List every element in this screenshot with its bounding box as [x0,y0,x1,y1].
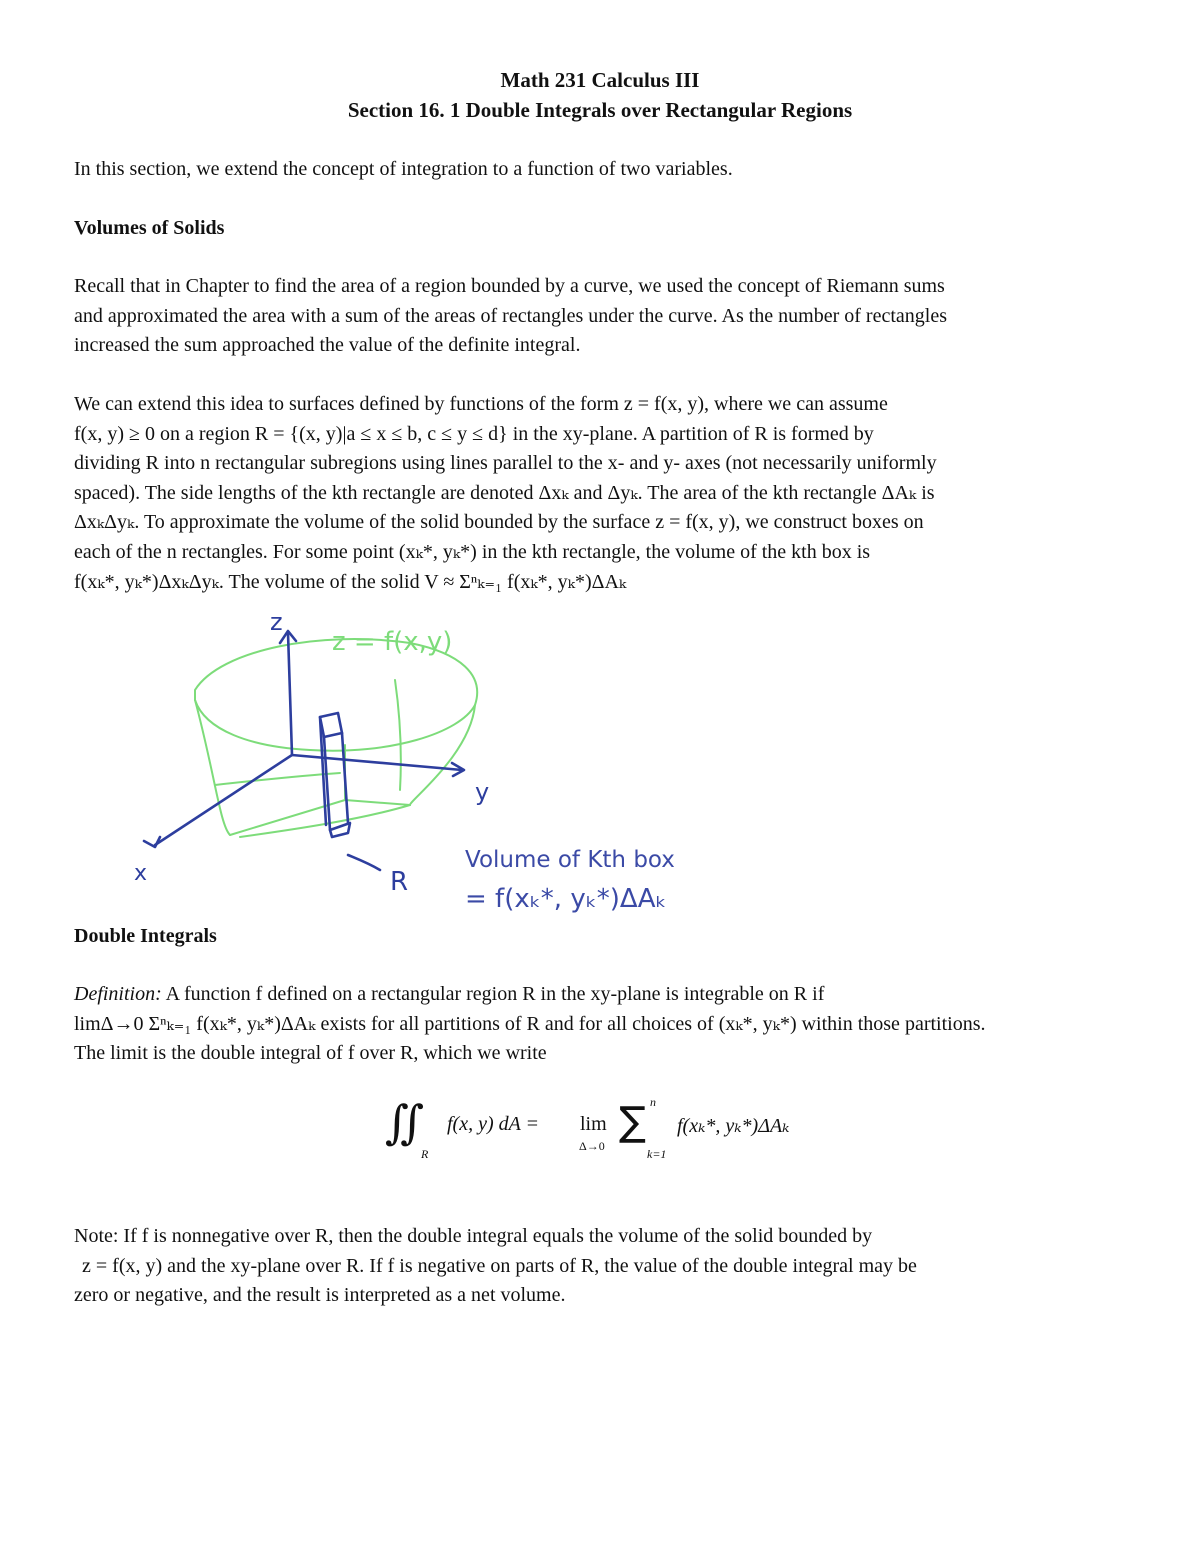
limit-operator: lim [580,1113,607,1135]
y-axis-label: y [475,778,490,806]
surface-sketch [195,639,477,837]
recall-line: increased the sum approached the value of the definite integral. [74,334,581,357]
extend-paragraph [74,390,1134,597]
definition-line [74,980,1134,1010]
definition-paragraph [74,980,1134,1069]
course-title: Math 231 Calculus III [500,68,700,92]
extend-line: ΔxₖΔyₖ. To approximate the volume of the solid bounded by the surface z = f(x, y), we construct boxes on [74,511,924,534]
sum-lower: k=1 [647,1147,667,1161]
note-line: zero or negative, and the result is interpreted as a net volume. [74,1284,566,1307]
recall-paragraph [74,272,1134,361]
note-paragraph [74,1222,1134,1311]
double-integrals-heading: Double Integrals [74,925,217,947]
box-bottom [330,823,350,837]
section-title: Section 16. 1 Double Integrals over Rectangular Regions [347,98,853,122]
box-volume-formula: = f(xₖ*, yₖ*)ΔAₖ [465,884,667,914]
extend-line: spaced). The side lengths of the kth rectangle are denoted Δxₖ and Δyₖ. The area of the kth rectangle ΔAₖ is [74,481,935,504]
integral-region: R [421,1147,429,1161]
definition-label: Definition: [74,983,162,1005]
definition-text: A function f defined on a rectangular region R in the xy-plane is integrable on R if [161,983,825,1005]
sum-sign: ∑ [619,1099,646,1145]
double-integral-sign: ∬ [385,1095,425,1149]
y-axis-line [292,755,462,770]
volumes-heading: Volumes of Solids [74,217,225,239]
recall-line: Recall that in Chapter to find the area of a region bounded by a curve, we used the concept of Riemann sums [74,275,945,297]
region-label: R [390,867,409,897]
note-line: z = f(x, y) and the xy-plane over R. If f is negative on parts of R, the value of the double integral may be [82,1254,917,1277]
extend-line: each of the n rectangles. For some point (xₖ*, yₖ*) in the kth rectangle, the volume of the kth box is [74,540,871,563]
sum-upper: n [650,1095,656,1109]
double-integral-formula [385,1095,845,1175]
surface-label: z = f(x,y) [332,627,453,657]
x-axis-label: x [134,861,148,886]
extend-line: dividing R into n rectangular subregions using lines parallel to the x- and y- axes (not necessarily uniformly [74,452,937,475]
extend-line: We can extend this idea to surfaces defined by functions of the form z = f(x, y), where we can assume [74,393,888,415]
volume-sketch [110,605,710,925]
note-line: Note: If f is nonnegative over R, then the double integral equals the volume of the solid bounded by [74,1225,873,1247]
integrand: f(x, y) dA = [447,1113,539,1135]
limit-subscript: Δ→0 [579,1139,605,1153]
z-axis-label: z [270,608,283,636]
recall-line: and approximated the area with a sum of the areas of rectangles under the curve. As the number of rectangles [74,304,947,327]
summand: f(xₖ*, yₖ*)ΔAₖ [677,1115,790,1137]
box-volume-note: Volume of Kth box [465,847,675,873]
definition-line: limΔ→0 Σⁿₖ₌₁ f(xₖ*, yₖ*)ΔAₖ exists for all partitions of R and for all choices of (xₖ*, yₖ*) within those partitions. [74,1012,986,1035]
extend-line: f(x, y) ≥ 0 on a region R = {(x, y)|a ≤ x ≤ b, c ≤ y ≤ d} in the xy-plane. A partition of R is formed by [74,422,874,445]
box-top [320,713,342,737]
intro-text: In this section, we extend the concept of integration to a function of two variables. [74,158,733,180]
definition-line: The limit is the double integral of f over R, which we write [74,1042,547,1065]
extend-line: f(xₖ*, yₖ*)ΔxₖΔyₖ. The volume of the solid V ≈ Σⁿₖ₌₁ f(xₖ*, yₖ*)ΔAₖ [74,570,627,593]
z-axis-line [288,633,292,755]
